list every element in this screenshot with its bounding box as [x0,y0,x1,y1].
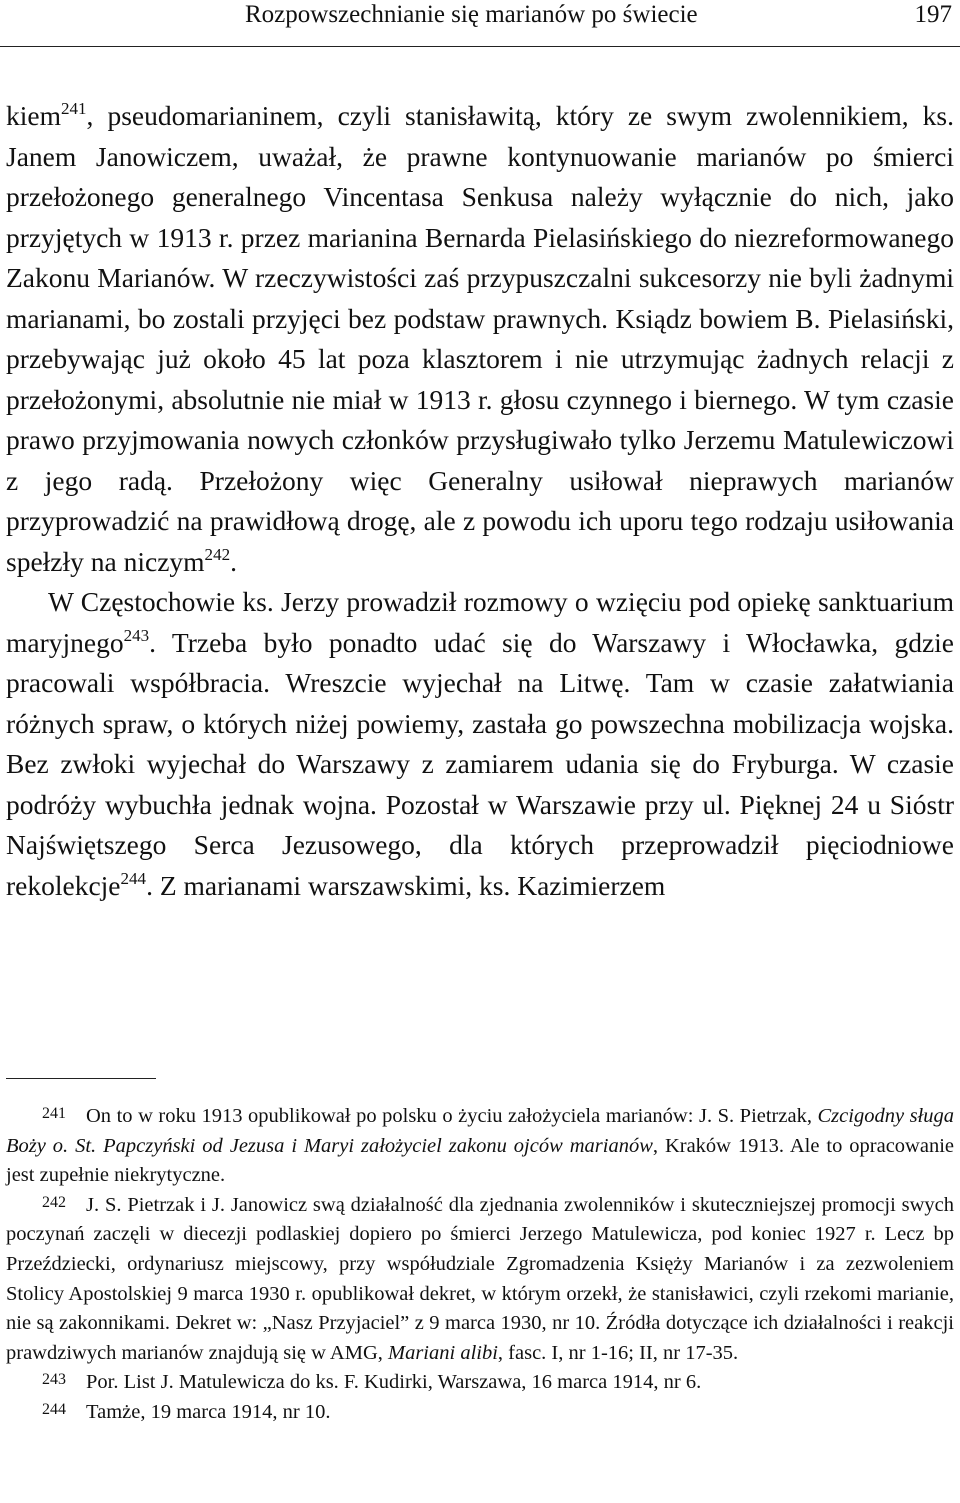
footnote-243: 243 Por. List J. Matulewicza do ks. F. Kudirki, Warszawa, 16 marca 1914, nr 6. [42,1371,702,1394]
footnotes [6,1102,954,1428]
footnote-italic: Mariani alibi [388,1341,498,1364]
footnote-244: 244 Tamże, 19 marca 1914, nr 10. [42,1400,331,1423]
main-text [6,96,954,906]
paragraph-1 [6,96,954,582]
footnote-ref-242[interactable]: 242 [204,544,231,564]
footnote-ref-243[interactable]: 243 [123,625,150,645]
footnote-text: Por. List J. Matulewicza do ks. F. Kudirki, Warszawa, 16 marca 1914, nr 6. [86,1371,702,1394]
footnote-text: Tamże, 19 marca 1914, nr 10. [86,1400,331,1423]
text-run: . [230,545,237,577]
footnote-text: J. S. Pietrzak i J. Janowicz swą działalność dla zjednania zwolenników i skuteczniejszej promocji swych poczynań zaczęli w diecezji podlaskiej dopiero po śmierci Jerzego Matulewicza, pod koniec 1927 r. Lecz bp Przeździecki, ordynariusz miejscowy, przy współudziale Zgromadzenia Księży Marianów i za zezwoleniem Stolicy Apostolskiej 9 marca 1930 r. opublikował dekret, w którym orzekł, że stanisławici, czyli rzekomi marianie, nie są zakonnikami. Dekret w: „Nasz Przyjaciel” z 9 marca 1930, nr 10. Źródła dotyczące ich działalności i reakcji prawdziwych marianów znajdują się w AMG, [6,1193,954,1364]
footnote-ref-241[interactable]: 241 [61,98,87,118]
text-run: W Częstochowie ks. Jerzy prowadził rozmowy o wzięciu pod opiekę sanktuarium maryjnego [6,586,954,658]
running-header [0,0,960,47]
paragraph-2 [6,582,954,906]
text-run: . Trzeba było ponadto udać się do Warszawy i Włocławka, gdzie pracowali współbracia. Wreszcie wyjechał na Litwę. Tam w czasie załatwiania różnych spraw, o których niżej powiemy, zastała go powszechna mobilizacja wojska. Bez zwłoki wyjechał do Warszawy z zamiarem udania się do Fryburga. W czasie podróży wybuchła jednak wojna. Pozostał w Warszawie przy ul. Pięknej 24 u Sióstr Najświętszego Serca Jezusowego, dla których przeprowadził pięciodniowe rekolekcje [6,626,954,901]
footnote-242: 242 J. S. Pietrzak i J. Janowicz swą działalność dla zjednania zwolenników i skuteczniejszej promocji swych poczynań zaczęli w diecezji podlaskiej dopiero po śmierci Jerzego Matulewicza, pod koniec 1927 r. Lecz bp Przeździecki, ordynariusz miejscowy, przy współudziale Zgromadzenia Księży Marianów i za zezwoleniem Stolicy Apostolskiej 9 marca 1930 r. opublikował dekret, w którym orzekł, że stanisławici, czyli rzekomi marianie, nie są zakonnikami. Dekret w: „Nasz Przyjaciel” z 9 marca 1930, nr 10. Źródła dotyczące ich działalności i reakcji prawdziwych marianów znajdują się w AMG, Mariani alibi, fasc. I, nr 1-16; II, nr 17-35. [6,1193,954,1364]
running-title: Rozpowszechnianie się marianów po świecie [245,1,698,28]
footnote-text: , fasc. I, nr 1-16; II, nr 17-35. [497,1341,739,1364]
footnote-text: On to w roku 1913 opublikował po polsku o życiu założyciela marianów: J. S. Pietrzak, [86,1105,818,1127]
text-run: . Z marianami warszawskimi, ks. Kazimierzem [146,869,666,901]
footnote-italic: Czcigodny sługa Boży o. St. Papczyński od Jezusa i Maryi założyciel zakonu ojców marianów [6,1105,955,1157]
footnote-241: 241 On to w roku 1913 opublikował po polsku o życiu założyciela marianów: J. S. Pietrzak, Czcigodny sługa Boży o. St. Papczyński od Jezusa i Maryi założyciel zakonu ojców marianów, Kraków 1913. Ale to opracowanie jest zupełnie niekrytyczne. [6,1105,955,1187]
page-number: 197 [914,1,952,28]
footnote-separator [6,1078,156,1079]
text-run: kiem [6,100,61,131]
text-run: , pseudomarianinem, czyli stanisławitą, który ze swym zwolennikiem, ks. Janem Janowiczem, uważał, że prawne kontynuowanie marianów po śmierci przełożonego generalnego Vincentasa Senkusa należy wyłącznie do nich, jako przyjętych w 1913 r. przez marianina Bernarda Pielasińskiego do niezreformowanego Zakonu Marianów. W rzeczywistości zaś przypuszczalni sukcesorzy nie byli żadnymi marianami, bo zostali przyjęci bez podstaw prawnych. Ksiądz bowiem B. Pielasiński, przebywając już około 45 lat poza klasztorem i nie utrzymując żadnych relacji z przełożonymi, absolutnie nie miał w 1913 r. głosu czynnego i biernego. W tym czasie prawo przyjmowania nowych członków przysługiwało tylko Jerzemu Matulewiczowi z jego radą. Przełożony więc Generalny usiłował nieprawych marianów przyprowadzić na prawidłową drogę, ale z powodu ich uporu tego rodzaju usiłowania spełzły na niczym [6,100,954,577]
footnote-ref-244[interactable]: 244 [120,868,147,888]
footnote-text: , Kraków 1913. Ale to opracowanie jest zupełnie niekrytyczne. [6,1134,955,1187]
